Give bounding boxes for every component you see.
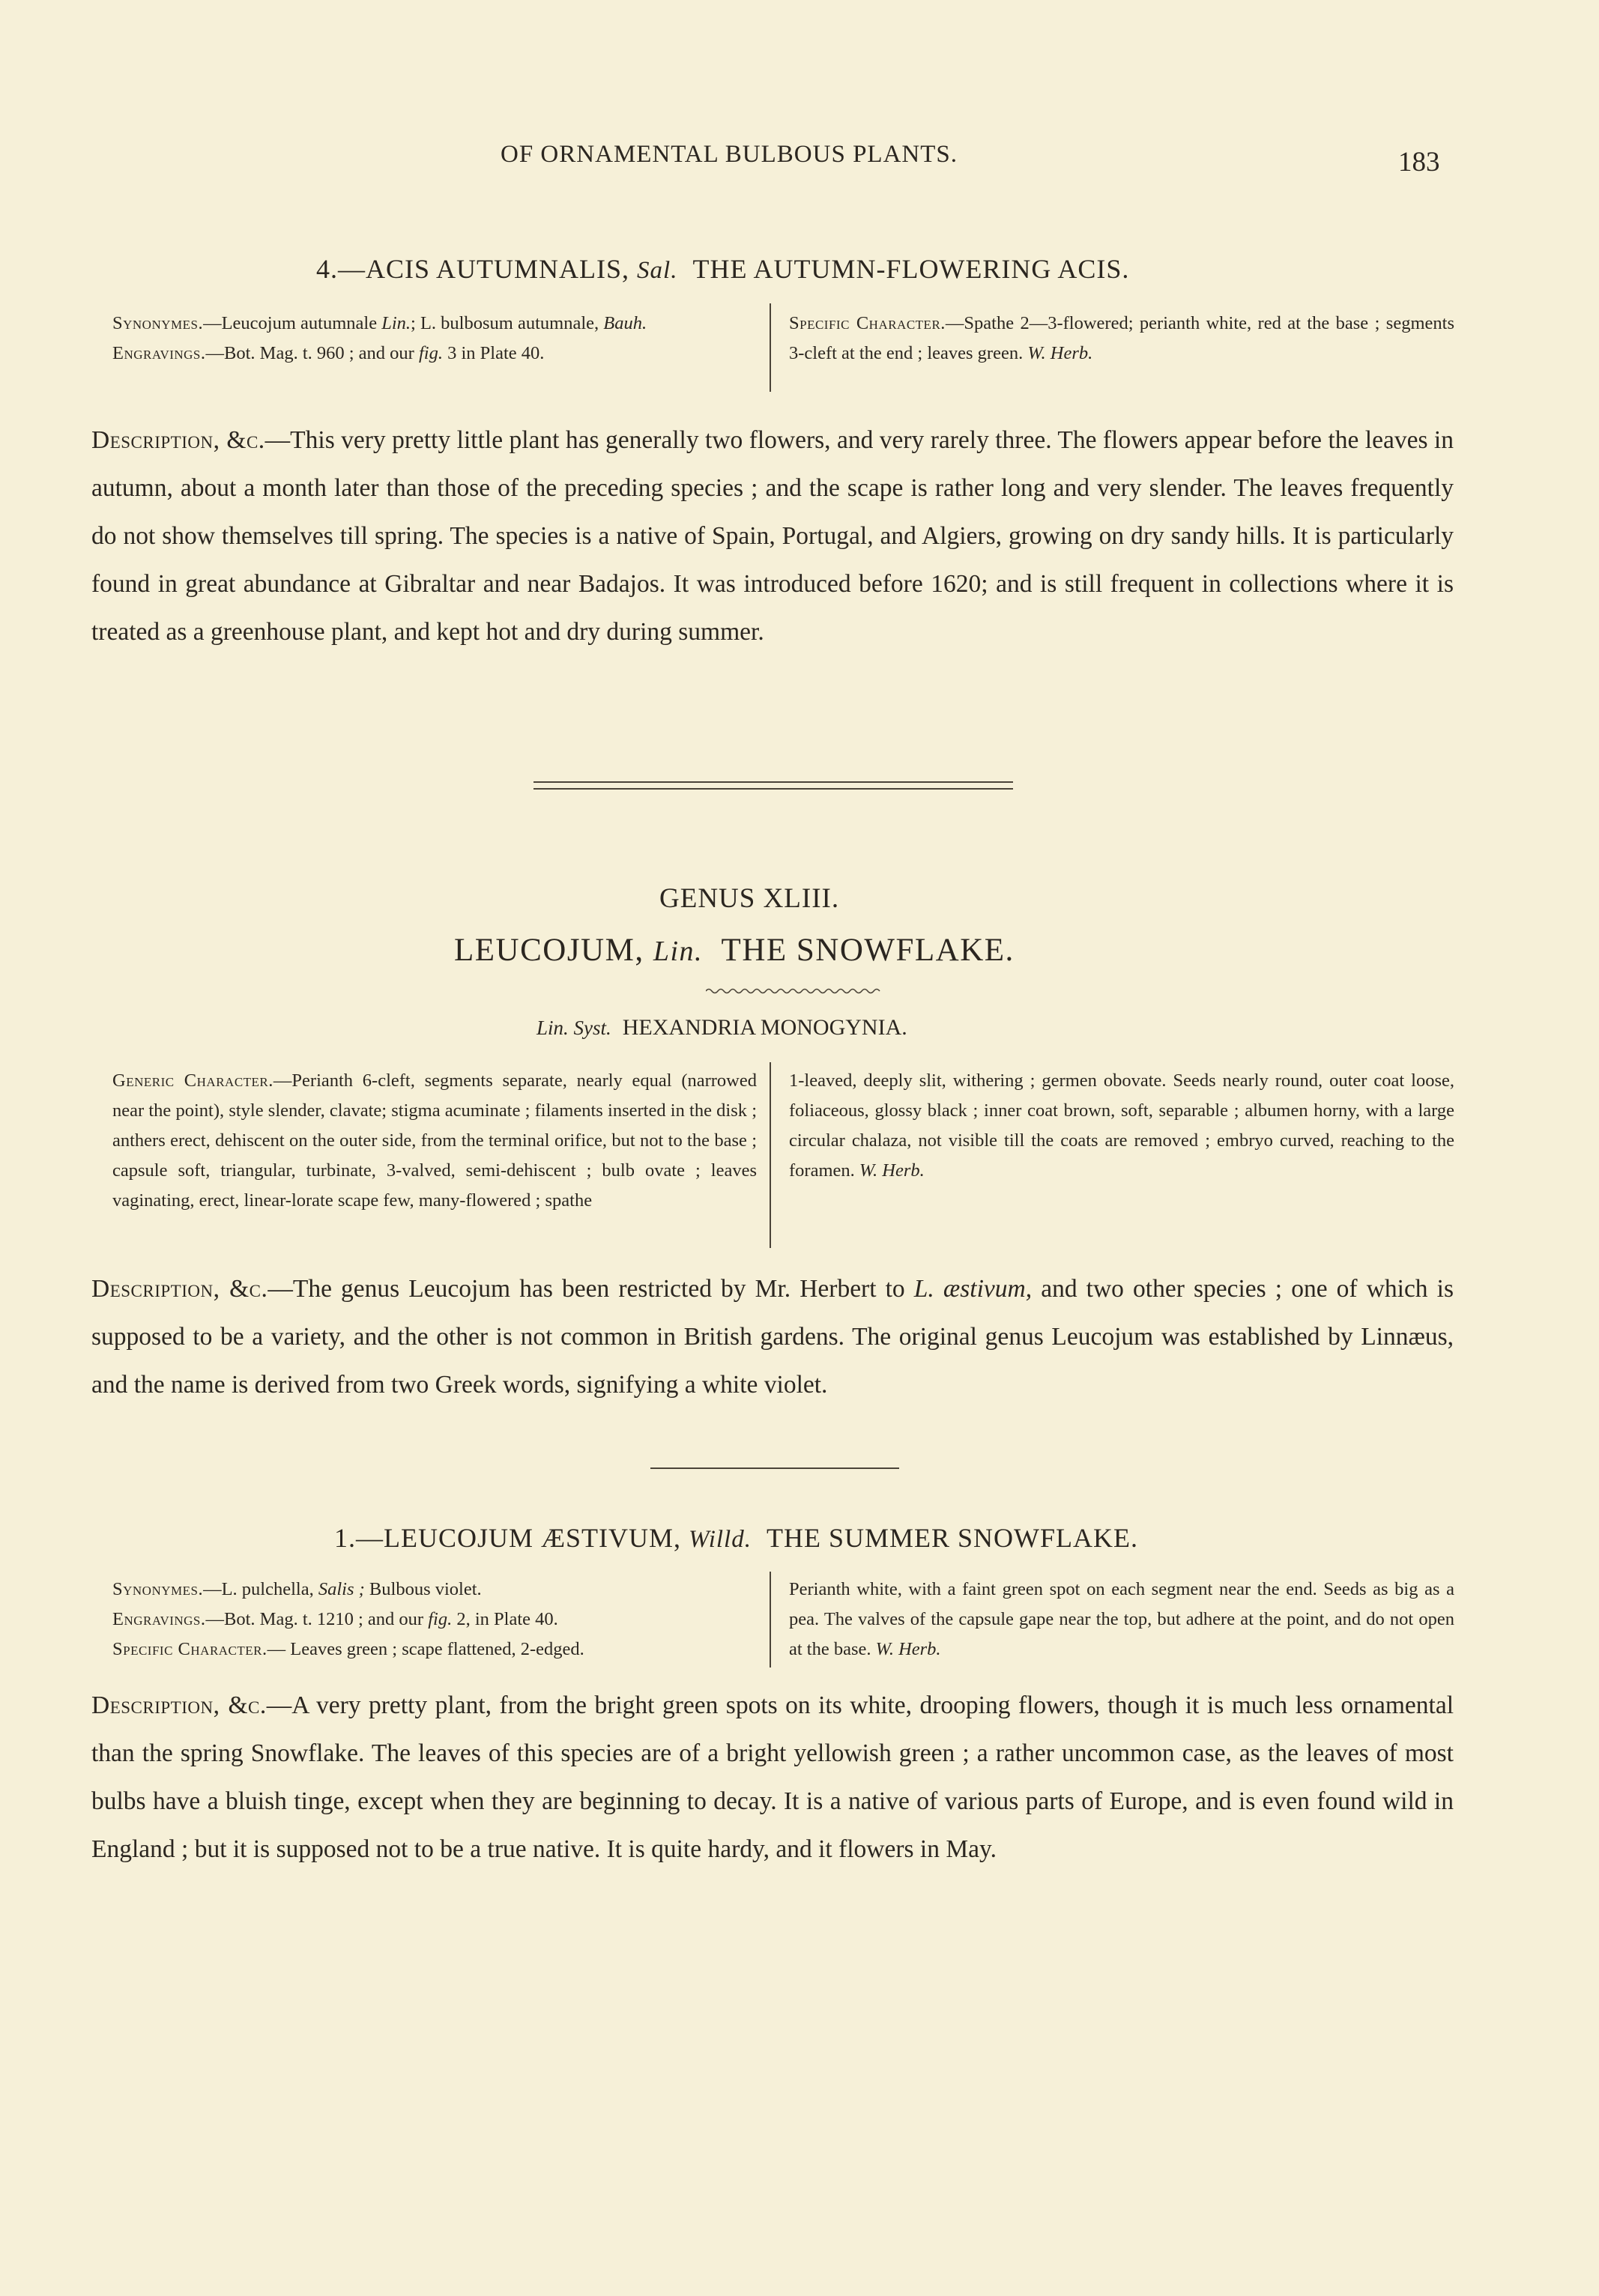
acis-synonymes-block bbox=[112, 309, 757, 369]
linnaean-system bbox=[536, 1015, 907, 1041]
leucojum-right-text: Perianth white, with a faint green spot on each segment near the end. Seeds as big as a pea. The valves of the capsule gape near the top, but adhere at the point, and do not open at the base. bbox=[789, 1579, 1454, 1659]
system-label: Lin. Syst. bbox=[536, 1017, 611, 1039]
genus-heading: GENUS XLIII. bbox=[659, 883, 840, 914]
acis-engravings-label: Engravings. bbox=[112, 343, 206, 363]
leucojum-left-block bbox=[112, 1575, 757, 1665]
leucojum-column-divider bbox=[770, 1572, 771, 1668]
leucojum-title-number: 1.—LEUCOJUM ÆSTIVUM, bbox=[334, 1523, 682, 1553]
acis-title-common: THE AUTUMN-FLOWERING ACIS. bbox=[692, 254, 1130, 284]
leucojum-engravings-fig: fig. bbox=[428, 1609, 453, 1629]
acis-synonymes-label: Synonymes. bbox=[112, 313, 204, 333]
acis-synonymes-text-b: ; L. bulbosum autumnale, bbox=[411, 313, 599, 333]
running-title: OF ORNAMENTAL BULBOUS PLANTS. bbox=[501, 141, 958, 168]
generic-label: Generic Character. bbox=[112, 1070, 273, 1091]
acis-description bbox=[91, 417, 1454, 656]
acis-title-authority: Sal. bbox=[637, 257, 678, 284]
acis-specific-auth: W. Herb. bbox=[1027, 343, 1093, 363]
leucojum-right-auth: W. Herb. bbox=[875, 1639, 941, 1659]
system-value: HEXANDRIA MONOGYNIA. bbox=[622, 1015, 907, 1040]
generic-character-right bbox=[789, 1066, 1454, 1186]
acis-specific-block bbox=[789, 309, 1454, 369]
leucojum-synonymes-label: Synonymes. bbox=[112, 1579, 204, 1599]
generic-character-left bbox=[112, 1066, 757, 1216]
genus-common-name: THE SNOWFLAKE. bbox=[721, 933, 1015, 968]
wavy-ornament bbox=[706, 987, 883, 995]
leucojum-description-label: Description, &c. bbox=[91, 1691, 267, 1719]
leucojum-synonymes-auth: Salis ; bbox=[318, 1579, 365, 1599]
genus-description-label: Description, &c. bbox=[91, 1275, 268, 1303]
acis-specific-label: Specific Character. bbox=[789, 313, 946, 333]
acis-engravings-text-a: —Bot. Mag. t. 960 ; and our bbox=[205, 343, 414, 363]
leucojum-title-common: THE SUMMER SNOWFLAKE. bbox=[766, 1523, 1138, 1553]
leucojum-specific-label: Specific Character. bbox=[112, 1639, 267, 1659]
generic-left-text: —Perianth 6-cleft, segments separate, nearly equal (narrowed near the point), style slender, clavate; stigma acuminate ; filaments inserted in the disk ; anthers erect, dehiscent on the outer side, from the terminal orifice, but not to the base ; capsule soft, triangular, turbinate, 3-valved, semi-dehiscent ; bulb ovate ; leaves vaginating, erect, linear-lorate scape few, many-flowered ; spathe bbox=[112, 1070, 757, 1211]
double-rule-bottom bbox=[533, 788, 1013, 790]
leucojum-species-title bbox=[334, 1522, 1138, 1554]
leucojum-engravings-label: Engravings. bbox=[112, 1609, 206, 1629]
acis-description-label: Description, &c. bbox=[91, 426, 265, 454]
acis-synonymes-auth1: Lin. bbox=[381, 313, 411, 333]
acis-specific-text: —Spathe 2—3-flowered; perianth white, red at the base ; segments 3-cleft at the end ; leaves green. bbox=[789, 313, 1454, 363]
leucojum-specific-text: — Leaves green ; scape flattened, 2-edged. bbox=[267, 1639, 584, 1659]
genus-description-species: L. æstivum, bbox=[913, 1275, 1033, 1303]
acis-column-divider bbox=[770, 303, 771, 392]
acis-engravings-text-b: 3 in Plate 40. bbox=[447, 343, 545, 363]
leucojum-synonymes-text-a: —L. pulchella, bbox=[203, 1579, 314, 1599]
leucojum-synonymes-text-b: Bulbous violet. bbox=[369, 1579, 482, 1599]
leucojum-engravings-text-a: —Bot. Mag. t. 1210 ; and our bbox=[205, 1609, 424, 1629]
genus-title bbox=[454, 932, 1015, 969]
genus-description-text-b: and two other species ; one of which is supposed to be a variety, and the other is not common in British gardens. The original genus Leucojum was established by Linnæus, and the name is derived from two Greek words, signifying a white violet. bbox=[91, 1275, 1454, 1399]
genus-description bbox=[91, 1265, 1454, 1409]
section-rule bbox=[650, 1467, 899, 1469]
leucojum-description bbox=[91, 1682, 1454, 1874]
double-rule-top bbox=[533, 781, 1013, 783]
leucojum-description-text: —A very pretty plant, from the bright green spots on its white, drooping flowers, though it is much less ornamental than the spring Snowflake. The leaves of this species are of a bright yellowish green ; a rather uncommon case, as the leaves of most bulbs have a bluish tinge, except when they are beginning to decay. It is a native of various parts of Europe, and is even found wild in England ; but it is supposed not to be a true native. It is quite hardy, and it flowers in May. bbox=[91, 1691, 1454, 1863]
leucojum-engravings-text-b: 2, in Plate 40. bbox=[456, 1609, 558, 1629]
leucojum-right-block bbox=[789, 1575, 1454, 1665]
generic-column-divider bbox=[770, 1062, 771, 1248]
acis-description-text: —This very pretty little plant has generally two flowers, and very rarely three. The flowers appear before the leaves in autumn, about a month later than those of the preceding species ; and the scape is rather long and very slender. The leaves frequently do not show themselves till spring. The species is a native of Spain, Portugal, and Algiers, growing on dry sandy hills. It is particularly found in great abundance at Gibraltar and near Badajos. It was introduced before 1620; and is still frequent in collections where it is treated as a greenhouse plant, and kept hot and dry during summer. bbox=[91, 426, 1454, 646]
genus-name: LEUCOJUM, bbox=[454, 933, 644, 968]
generic-right-text: 1-leaved, deeply slit, withering ; germen obovate. Seeds nearly round, outer coat loose, foliaceous, glossy black ; inner coat brown, soft, separable ; albumen horny, with a large circular chalaza, not visible till the coats are removed ; embryo curved, reaching to the foramen. bbox=[789, 1070, 1454, 1181]
acis-synonymes-text-a: —Leucojum autumnale bbox=[203, 313, 378, 333]
acis-engravings-fig: fig. bbox=[418, 343, 443, 363]
acis-synonymes-auth2: Bauh. bbox=[603, 313, 647, 333]
page-number: 183 bbox=[1398, 147, 1440, 178]
leucojum-title-authority: Willd. bbox=[689, 1526, 752, 1553]
generic-auth: W. Herb. bbox=[859, 1160, 925, 1181]
genus-authority: Lin. bbox=[653, 936, 704, 967]
acis-title-number: 4.—ACIS AUTUMNALIS, bbox=[316, 254, 630, 284]
genus-description-text-a: —The genus Leucojum has been restricted by Mr. Herbert to bbox=[267, 1275, 905, 1303]
acis-species-title bbox=[316, 253, 1129, 285]
